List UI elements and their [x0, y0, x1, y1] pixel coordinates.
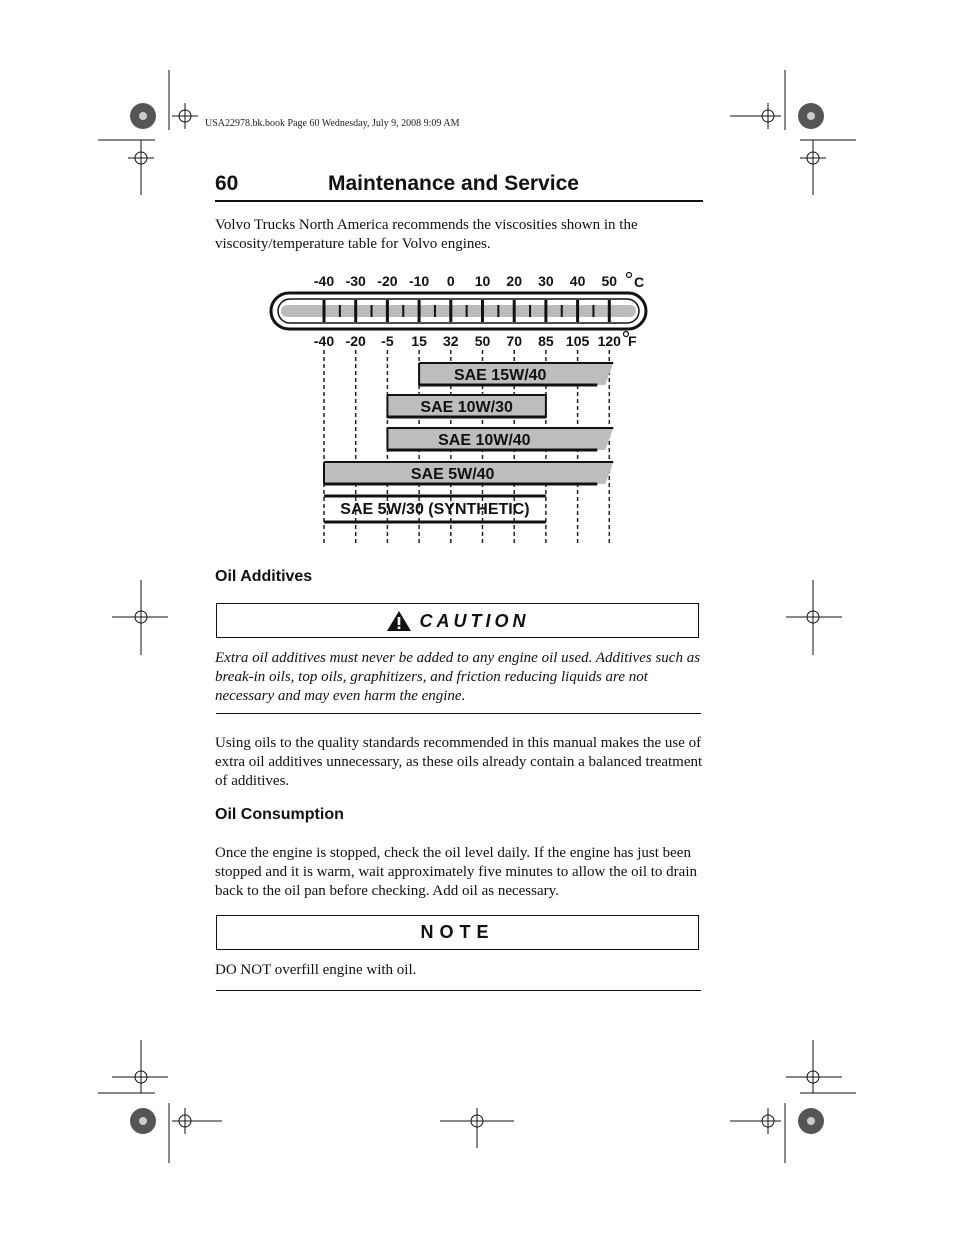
section-title: Maintenance and Service — [328, 172, 579, 195]
fahrenheit-tick-label: 70 — [506, 333, 522, 349]
oil-consumption-heading: Oil Consumption — [215, 806, 344, 823]
page-number: 60 — [215, 172, 239, 195]
fahrenheit-tick-label: 120 — [597, 333, 621, 349]
fahrenheit-tick-label: 15 — [411, 333, 427, 349]
caution-end-rule — [216, 713, 701, 714]
celsius-unit-label: C — [634, 274, 645, 290]
viscosity-temperature-chart — [268, 268, 654, 548]
celsius-tick-label: -10 — [408, 273, 430, 289]
warning-triangle-icon — [386, 610, 412, 632]
viscosity-bar-label: SAE 10W/30 — [420, 399, 513, 416]
fahrenheit-unit-label: F — [628, 333, 637, 349]
degree-symbol — [627, 273, 632, 278]
celsius-tick-label: -40 — [313, 273, 335, 289]
celsius-tick-label: -30 — [345, 273, 366, 289]
viscosity-bar-label: SAE 5W/30 (SYNTHETIC) — [340, 501, 530, 518]
print-header: USA22978.bk.book Page 60 Wednesday, July 9, 2008 9:09 AM — [205, 118, 460, 129]
caution-box — [216, 603, 699, 638]
note-text: DO NOT overfill engine with oil. — [215, 962, 417, 978]
celsius-tick-label: 40 — [569, 273, 586, 289]
fahrenheit-tick-label: 105 — [565, 333, 590, 349]
fahrenheit-tick-label: 50 — [474, 333, 491, 349]
viscosity-bar-label: SAE 5W/40 — [410, 466, 495, 483]
celsius-tick-label: 0 — [446, 273, 455, 289]
celsius-tick-label: 30 — [538, 273, 554, 289]
celsius-tick-label: -20 — [377, 273, 398, 289]
oil-consumption-paragraph: Once the engine is stopped, check the oil level daily. If the engine has just been stopped and it is warm, wait approximately five minutes to allow the oil to drain back to the oil pan before checking. Add oil as necessary. — [215, 845, 697, 899]
note-label: NOTE — [420, 922, 495, 942]
fahrenheit-tick-label: -5 — [381, 333, 394, 349]
fahrenheit-tick-label: 85 — [538, 333, 554, 349]
oil-additives-heading: Oil Additives — [215, 568, 313, 585]
fahrenheit-tick-label: -20 — [345, 333, 366, 349]
note-box — [216, 915, 699, 950]
viscosity-bar-label: SAE 10W/40 — [438, 432, 531, 449]
celsius-tick-label: 50 — [601, 273, 618, 289]
caution-label: CAUTION — [419, 610, 530, 631]
fahrenheit-tick-label: 32 — [443, 333, 459, 349]
viscosity-bar-label: SAE 15W/40 — [453, 367, 547, 384]
intro-paragraph: Volvo Trucks North America recommends the viscosities shown in the viscosity/temperature table for Volvo engines. — [215, 217, 638, 252]
oil-additives-paragraph: Using oils to the quality standards recommended in this manual makes the use of extra oil additives unnecessary, as these oils already contain a balanced treatment of additives. — [215, 735, 703, 789]
caution-text: Extra oil additives must never be added to any engine oil used. Additives such as break-in oils, top oils, graphitizers, and friction reducing liquids are not necessary and may even harm the engine. — [215, 650, 701, 704]
note-end-rule — [216, 990, 701, 991]
celsius-tick-label: 20 — [506, 273, 522, 289]
thermometer-mercury — [281, 305, 636, 317]
fahrenheit-tick-label: -40 — [313, 333, 335, 349]
page-heading — [215, 170, 703, 202]
celsius-tick-label: 10 — [474, 273, 491, 289]
